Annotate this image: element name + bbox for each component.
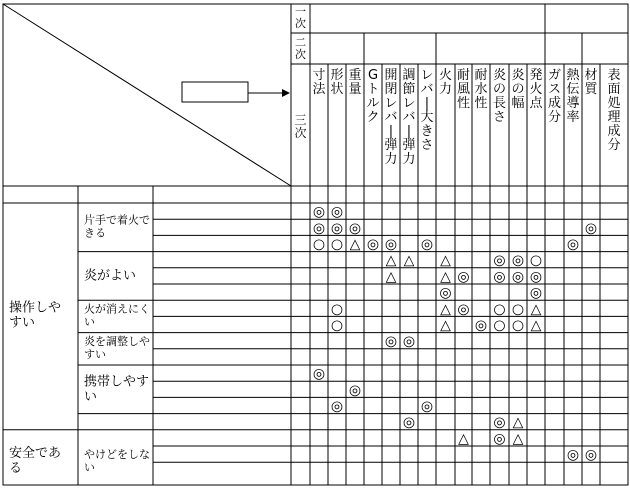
strong-relation-mark: ◎ [384,236,398,253]
column-label: 火力 [438,68,453,97]
level1-row-label: 操作しやすい [9,300,62,331]
level2-row-label: 炎がよい [84,268,137,284]
level2-row-label: 片手で着火できる [84,213,150,240]
strong-relation-mark: ◎ [330,220,344,237]
characteristic-box [182,82,248,102]
strong-relation-mark: ◎ [402,414,416,431]
strong-relation-mark: ◎ [493,430,506,447]
medium-relation-mark: ○ [511,317,525,334]
strong-relation-mark: ◎ [474,317,488,334]
medium-relation-mark: ○ [511,301,525,318]
weak-relation-mark: △ [440,268,451,285]
strong-relation-mark: ◎ [312,220,326,237]
strong-relation-mark: ◎ [511,268,525,285]
medium-relation-mark: ○ [330,301,344,318]
strong-relation-mark: ◎ [384,333,398,350]
medium-relation-mark: ○ [493,301,506,318]
header-level2-label: 二次 [295,36,306,61]
medium-relation-mark: ○ [312,236,326,253]
column-label: 表面処理成分 [607,68,621,153]
strong-relation-mark: ◎ [366,236,380,253]
strong-relation-mark: ◎ [457,301,470,318]
arrow-head-icon [282,89,290,97]
strong-relation-mark: ◎ [330,204,344,221]
strong-relation-mark: ◎ [312,204,326,221]
column-label: 寸法 [312,68,326,97]
column-label: ガス成分 [547,68,562,125]
strong-relation-mark: ◎ [402,333,416,350]
strong-relation-mark: ◎ [420,236,434,253]
weak-relation-mark: △ [385,268,397,285]
strong-relation-mark: ◎ [493,268,506,285]
weak-relation-mark: △ [385,252,397,269]
column-label: 材質 [584,68,598,97]
weak-relation-mark: △ [530,301,542,318]
strong-relation-mark: ◎ [348,220,362,237]
column-label: 形状 [330,68,344,97]
column-label: 炎の長さ [492,68,507,125]
weak-relation-mark: △ [512,430,524,447]
medium-relation-mark: ○ [330,236,344,253]
strong-relation-mark: ◎ [493,252,506,269]
strong-relation-mark: ◎ [457,268,470,285]
strong-relation-mark: ◎ [529,268,543,285]
weak-relation-mark: △ [530,317,542,334]
weak-relation-mark: △ [512,414,524,431]
strong-relation-mark: ◎ [566,447,580,464]
strong-relation-mark: ◎ [312,366,326,383]
strong-relation-mark: ◎ [584,220,598,237]
medium-relation-mark: ○ [529,252,543,269]
medium-relation-mark: ○ [330,317,344,334]
strong-relation-mark: ◎ [566,236,580,253]
level2-row-label: やけどをしない [84,448,150,475]
column-label: 炎の幅 [511,68,525,111]
column-label: 耐水性 [474,68,488,111]
column-label: 熱伝導率 [566,68,580,125]
level2-row-label: 火が消えにくい [84,302,150,329]
weak-relation-mark: △ [440,317,451,334]
column-label: 耐風性 [456,68,471,111]
column-label: 調節レバ|弾力 [402,68,416,167]
strong-relation-mark: ◎ [511,252,525,269]
strong-relation-mark: ◎ [330,398,344,415]
weak-relation-mark: △ [403,252,415,269]
medium-relation-mark: ○ [493,317,506,334]
weak-relation-mark: △ [349,236,361,253]
weak-relation-mark: △ [440,301,451,318]
column-label: G トルク [366,68,380,125]
column-label: レバ|大きさ [420,68,434,153]
strong-relation-mark: ◎ [529,285,543,302]
level1-row-label: 安全である [9,446,62,477]
strong-relation-mark: ◎ [584,447,598,464]
level2-row-label: 携帯しやすい [84,374,150,405]
strong-relation-mark: ◎ [420,398,434,415]
weak-relation-mark: △ [440,252,451,269]
column-label: 開閉レバ|弾力 [384,68,398,167]
strong-relation-mark: ◎ [439,285,452,302]
strong-relation-mark: ◎ [348,382,362,399]
header-level1-label: 一次 [295,5,306,30]
column-label: 重量 [348,68,362,97]
weak-relation-mark: △ [458,430,469,447]
header-level3-label: 三次 [294,113,307,140]
column-label: 発火点 [529,68,543,111]
strong-relation-mark: ◎ [493,414,506,431]
level2-row-label: 炎を調整しやすい [84,334,150,361]
